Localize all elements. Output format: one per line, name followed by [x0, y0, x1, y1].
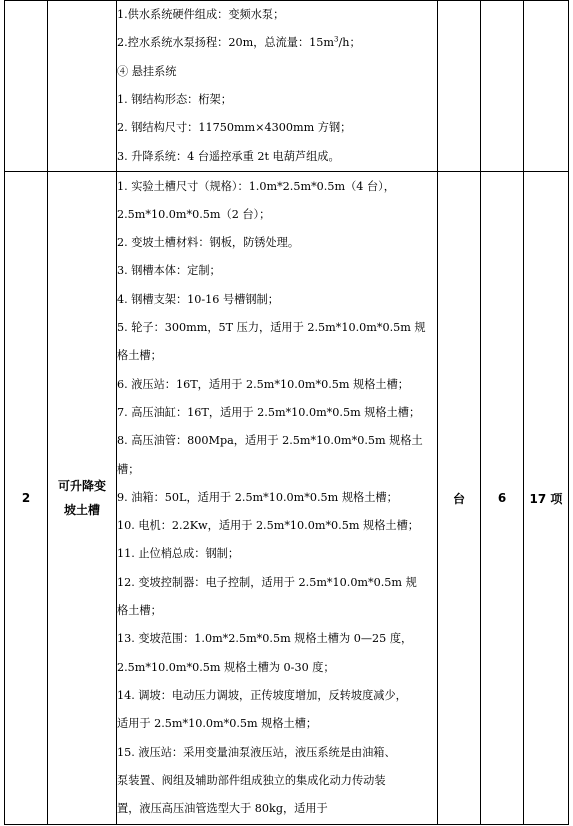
desc-line: 1. 实验土槽尺寸（规格）：1.0m*2.5m*0.5m（4 台），: [117, 179, 395, 193]
desc-line: 4. 钢槽支架：10-16 号槽钢制；: [117, 292, 279, 306]
item-name-line: 可升降变: [57, 479, 106, 493]
name-cell: [48, 172, 117, 825]
description-cell: [117, 1, 438, 172]
unit-cell: [438, 1, 481, 172]
count-cell: 17 项: [524, 172, 569, 825]
desc-line: 13. 变坡范围：1.0m*2.5m*0.5m 规格土槽为 0—25 度，: [117, 632, 413, 646]
desc-line: 5. 轮子：300mm，5T 压力，适用于 2.5m*10.0m*0.5m 规: [117, 321, 426, 335]
desc-line: 12. 变坡控制器：电子控制，适用于 2.5m*10.0m*0.5m 规: [117, 575, 417, 589]
desc-line: 2. 钢结构尺寸：11750mm×4300mm 方钢；: [117, 121, 352, 135]
spec-table: [4, 0, 569, 825]
desc-line: 置，液压高压油管选型大于 80kg，适用于: [117, 802, 328, 816]
desc-line: 9. 油箱：50L，适用于 2.5m*10.0m*0.5m 规格土槽；: [117, 490, 398, 504]
desc-line: 格土槽；: [117, 604, 162, 618]
item-name-line: 坡土槽: [63, 503, 100, 517]
desc-line: 2.5m*10.0m*0.5m 规格土槽为 0-30 度；: [117, 660, 335, 674]
table-row-item-2: [5, 172, 569, 825]
desc-line: 格土槽；: [117, 349, 162, 363]
count-cell: [524, 1, 569, 172]
desc-line: 14. 调坡：电动压力调坡，正传坡度增加，反转坡度减少，: [117, 688, 407, 702]
description-cell: [117, 172, 438, 825]
desc-line: 槽；: [117, 462, 140, 476]
desc-line: 2. 变坡土槽材料：钢板，防锈处理。: [117, 236, 300, 250]
unit-cell: 台: [438, 172, 481, 825]
index-cell: [5, 1, 48, 172]
desc-line: 6. 液压站：16T，适用于 2.5m*10.0m*0.5m 规格土槽；: [117, 377, 409, 391]
description-lines: [117, 173, 437, 824]
desc-line: 15. 液压站：采用变量油泵液压站，液压系统是由油箱、: [117, 745, 396, 759]
desc-line: 7. 高压油缸：16T，适用于 2.5m*10.0m*0.5m 规格土槽；: [117, 405, 421, 419]
quantity-cell: 6: [481, 172, 524, 825]
desc-line: 3. 升降系统：4 台遥控承重 2t 电葫芦组成。: [117, 149, 340, 163]
desc-line: 11. 止位梢总成：钢制；: [117, 547, 240, 561]
name-cell: [48, 1, 117, 172]
desc-line: 1. 钢结构形态：桁架；: [117, 93, 232, 106]
desc-line: 泵装置、阀组及辅助部件组成独立的集成化动力传动装: [117, 773, 386, 787]
index-cell: 2: [5, 172, 48, 825]
desc-line: 2.控水系统水泵扬程：20m，总流量：$15m^3/h$；: [117, 35, 361, 50]
desc-line: ④ 悬挂系统: [117, 64, 177, 78]
desc-line: 2.5m*10.0m*0.5m（2 台）；: [117, 207, 271, 221]
desc-line: 8. 高压油管：800Mpa，适用于 2.5m*10.0m*0.5m 规格土: [117, 434, 423, 448]
table-row-continued: [5, 1, 569, 172]
desc-line: 1.供水系统硬件组成：变频水泵；: [117, 8, 285, 22]
quantity-cell: [481, 1, 524, 172]
desc-line: 3. 钢槽本体：定制；: [117, 264, 221, 278]
desc-line: 10. 电机：2.2Kw，适用于 2.5m*10.0m*0.5m 规格土槽；: [117, 519, 419, 533]
desc-line: 适用于 2.5m*10.0m*0.5m 规格土槽；: [117, 717, 318, 731]
